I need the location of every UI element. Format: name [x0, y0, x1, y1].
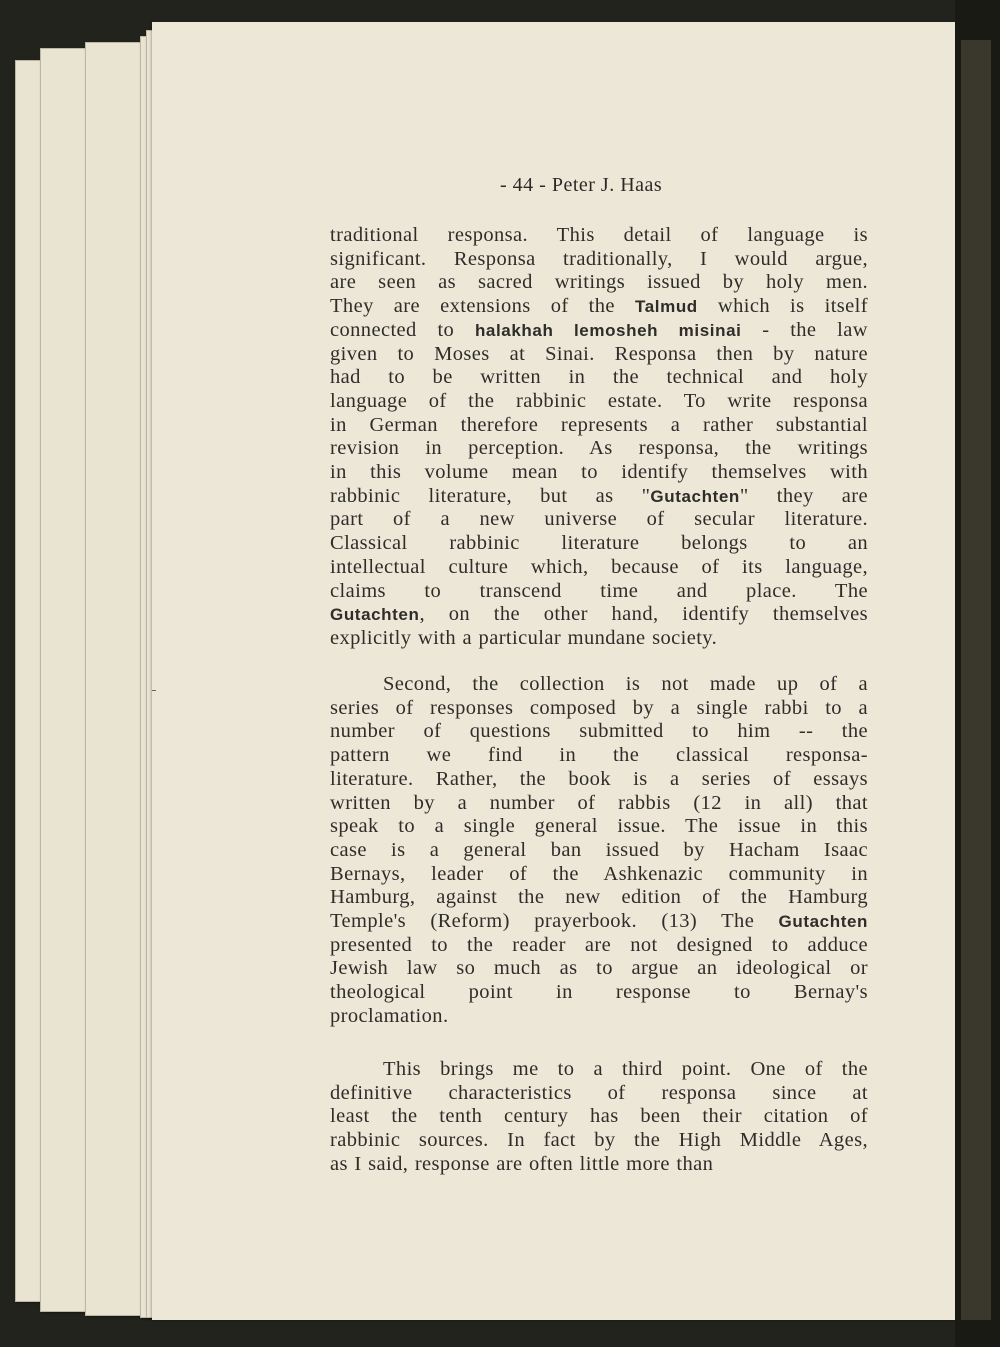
text-line [330, 1153, 868, 1176]
text-line [330, 744, 868, 767]
text-line [330, 224, 868, 247]
text-run: pattern we find in the classical responsa- [330, 744, 868, 767]
text-run: Second, the collection is not made up of a [383, 673, 868, 695]
text-line [330, 390, 868, 413]
text-line [330, 485, 868, 508]
text-run: literature. Rather, the book is a series of essays [330, 767, 868, 790]
bold-term: Gutachten [778, 912, 868, 931]
text-line [330, 934, 868, 957]
text-run: written by a number of rabbis (12 in all) that [330, 791, 868, 814]
text-line [330, 910, 868, 933]
text-run: given to Moses at Sinai. Responsa then by nature [330, 342, 868, 365]
text-line [330, 271, 868, 294]
text-run: in German therefore represents a rather substantial [330, 413, 868, 436]
text-line [330, 319, 868, 342]
text-line [330, 580, 868, 603]
text-run: part of a new universe of secular literature. [330, 508, 868, 531]
text-run: , on the other hand, identify themselves [419, 603, 868, 626]
text-run: Bernays, leader of the Ashkenazic community in [330, 862, 868, 885]
text-line [330, 1129, 868, 1152]
text-run: This brings me to a third point. One of the [383, 1058, 868, 1080]
text-line [330, 343, 868, 366]
text-line [330, 556, 868, 579]
text-run: Classical rabbinic literature belongs to an [330, 532, 868, 555]
text-line [330, 248, 868, 271]
text-run: significant. Responsa traditionally, I would argue, [330, 247, 868, 270]
text-run: least the tenth century has been their citation of [330, 1105, 868, 1128]
text-run: traditional responsa. This detail of language is [330, 224, 868, 246]
text-run: are seen as sacred writings issued by holy men. [330, 271, 868, 294]
text-line [330, 981, 868, 1004]
text-run: revision in perception. As responsa, the writings [330, 437, 868, 460]
text-run: theological point in response to Bernay's [330, 981, 868, 1004]
facing-page-edge [955, 0, 1000, 1347]
text-run: explicitly with a particular mundane society. [330, 626, 718, 649]
text-line [330, 437, 868, 460]
text-run: had to be written in the technical and holy [330, 366, 868, 389]
text-run: number of questions submitted to him -- the [330, 720, 868, 743]
text-line [330, 627, 868, 650]
bold-term: Talmud [635, 297, 698, 317]
text-line [330, 720, 868, 743]
text-line [383, 673, 868, 696]
text-line [330, 697, 868, 720]
text-line [330, 1082, 868, 1105]
text-run: speak to a single general issue. The issue in this [330, 815, 868, 838]
text-run: They are extensions of the [330, 295, 635, 318]
text-run: connected to [330, 318, 475, 341]
text-run: language of the rabbinic estate. To write responsa [330, 389, 868, 412]
text-run: Temple's (Reform) prayerbook. (13) The [330, 910, 779, 932]
text-line [330, 1105, 868, 1128]
text-run: definitive characteristics of responsa since at [330, 1081, 868, 1104]
text-line [330, 532, 868, 555]
text-line [330, 886, 868, 909]
text-run: Hamburg, against the new edition of the Hamburg [330, 886, 868, 909]
text-line [330, 508, 868, 531]
text-run: as I said, response are often little more than [330, 1152, 714, 1175]
text-line [330, 768, 868, 791]
text-run: Jewish law so much as to argue an ideological or [330, 957, 868, 980]
margin-mark [152, 690, 156, 691]
text-line [330, 839, 868, 862]
text-line [330, 792, 868, 815]
text-run: - the law [741, 318, 868, 341]
text-run: presented to the reader are not designed to adduce [330, 933, 868, 956]
text-run: rabbinic literature, but as " [330, 484, 651, 507]
text-run: series of responses composed by a single rabbi to a [330, 696, 868, 719]
bold-term: Gutachten [330, 605, 420, 625]
running-header: - 44 - Peter J. Haas [500, 174, 663, 196]
text-line [330, 957, 868, 980]
bold-term: halakhah lemosheh misinai [474, 320, 742, 340]
text-line [330, 461, 868, 484]
text-line [330, 1005, 868, 1028]
text-line [330, 295, 868, 318]
text-line [330, 414, 868, 437]
bold-term: Gutachten [650, 486, 740, 506]
text-run: case is a general ban issued by Hacham Isaac [330, 838, 868, 861]
text-line [383, 1058, 868, 1081]
text-run: which is itself [697, 295, 868, 318]
text-run: rabbinic sources. In fact by the High Middle Ages, [330, 1129, 868, 1152]
text-run: " they are [739, 484, 869, 507]
text-run: intellectual culture which, because of its language, [330, 555, 868, 578]
text-line [330, 863, 868, 886]
text-line [330, 366, 868, 389]
text-run: proclamation. [330, 1004, 449, 1027]
text-line [330, 815, 868, 838]
text-run: claims to transcend time and place. The [330, 579, 868, 602]
text-run: in this volume mean to identify themselves with [330, 461, 868, 483]
text-line [330, 603, 868, 626]
